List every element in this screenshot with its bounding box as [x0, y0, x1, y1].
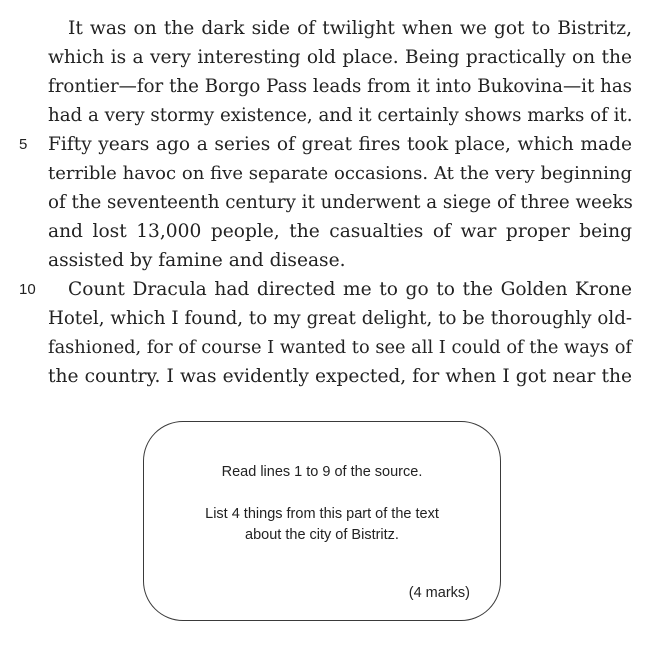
passage-line-4: had a very stormy existence, and it certainly shows marks of it. [48, 105, 633, 126]
passage-line-6: terrible havoc on five separate occasions. At the very beginning [48, 163, 632, 184]
passage-line-1: It was on the dark side of twilight when we got to Bistritz, [68, 18, 632, 39]
passage-line-13: the country. I was evidently expected, for when I got near the [48, 366, 632, 387]
passage-line-5: Fifty years ago a series of great fires took place, which made [48, 134, 632, 155]
passage-line-8: and lost 13,000 people, the casualties of war proper being [48, 221, 632, 242]
passage-line-2: which is a very interesting old place. Being practically on the [48, 47, 632, 68]
passage-line-11: Hotel, which I found, to my great delight, to be thoroughly old- [48, 308, 632, 329]
passage-line-7: of the seventeenth century it underwent a siege of three weeks [48, 192, 633, 213]
passage-line-3: frontier—for the Borgo Pass leads from it into Bukovina—it has [48, 76, 632, 97]
passage-line-12: fashioned, for of course I wanted to see all I could of the ways of [48, 337, 632, 358]
line-number-10: 10 [19, 281, 36, 298]
task-question-line-1: List 4 things from this part of the text [205, 506, 439, 522]
question-box [143, 421, 501, 621]
passage-line-10: Count Dracula had directed me to go to the Golden Krone [68, 279, 632, 300]
passage-line-9: assisted by famine and disease. [48, 250, 346, 271]
task-question-line-2: about the city of Bistritz. [245, 527, 399, 543]
line-number-5: 5 [19, 136, 28, 153]
marks-label: (4 marks) [408, 585, 470, 601]
task-instruction: Read lines 1 to 9 of the source. [221, 464, 423, 480]
